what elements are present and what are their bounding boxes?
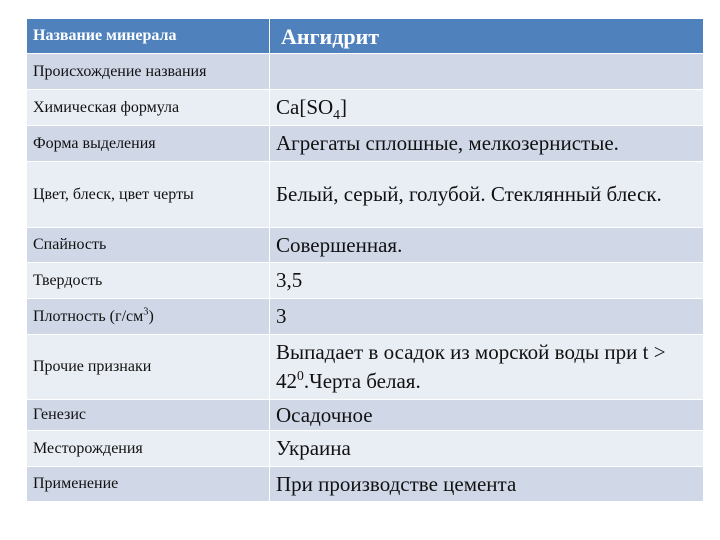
formula-text-after: ]: [340, 95, 347, 119]
other-superscript: 0: [297, 368, 304, 383]
row-value-form: Агрегаты сплошные, мелкозернистые.: [270, 126, 704, 162]
other-text-after: .Черта белая.: [303, 369, 421, 393]
density-label-after: ): [148, 307, 154, 325]
row-key-hardness: Твердость: [27, 263, 270, 299]
row-key-color: Цвет, блеск, цвет черты: [27, 162, 270, 228]
row-value-formula: [270, 90, 704, 126]
density-label: Плотность (г/см: [33, 307, 144, 325]
row-value-origin: [270, 54, 704, 90]
table-row: [27, 228, 704, 263]
row-key-other: Прочие признаки: [27, 335, 270, 400]
row-value-color: Белый, серый, голубой. Стеклянный блеск.: [270, 162, 704, 228]
formula-text: Ca[SO: [276, 95, 334, 119]
header-value-cell: Ангидрит: [270, 19, 704, 54]
row-key-deposits: Месторождения: [27, 431, 270, 467]
table-row: [27, 335, 704, 400]
table-row: [27, 126, 704, 162]
row-value-usage: При производстве цемента: [270, 467, 704, 502]
mineral-properties-table: [26, 18, 704, 502]
row-key-origin: Происхождение названия: [27, 54, 270, 90]
row-key-form: Форма выделения: [27, 126, 270, 162]
table-row: [27, 162, 704, 228]
table-row: [27, 54, 704, 90]
row-value-deposits: Украина: [270, 431, 704, 467]
table-row: [27, 90, 704, 126]
header-key-cell: Название минерала: [27, 19, 270, 54]
table-row: [27, 431, 704, 467]
row-key-density: [27, 299, 270, 335]
table-header-row: [27, 19, 704, 54]
table-row: [27, 299, 704, 335]
row-key-usage: Применение: [27, 467, 270, 502]
other-text: Выпадает в осадок из морской воды при t > 42: [276, 340, 666, 393]
row-value-other: [270, 335, 704, 400]
row-key-cleavage: Спайность: [27, 228, 270, 263]
row-key-formula: Химическая формула: [27, 90, 270, 126]
density-superscript: 3: [143, 306, 149, 318]
formula-subscript: 4: [333, 107, 340, 123]
table-row: [27, 263, 704, 299]
row-key-genesis: Генезис: [27, 400, 270, 431]
row-value-hardness: 3,5: [270, 263, 704, 299]
row-value-density: 3: [270, 299, 704, 335]
table-row: [27, 467, 704, 502]
row-value-genesis: Осадочное: [270, 400, 704, 431]
row-value-cleavage: Совершенная.: [270, 228, 704, 263]
table-row: [27, 400, 704, 431]
